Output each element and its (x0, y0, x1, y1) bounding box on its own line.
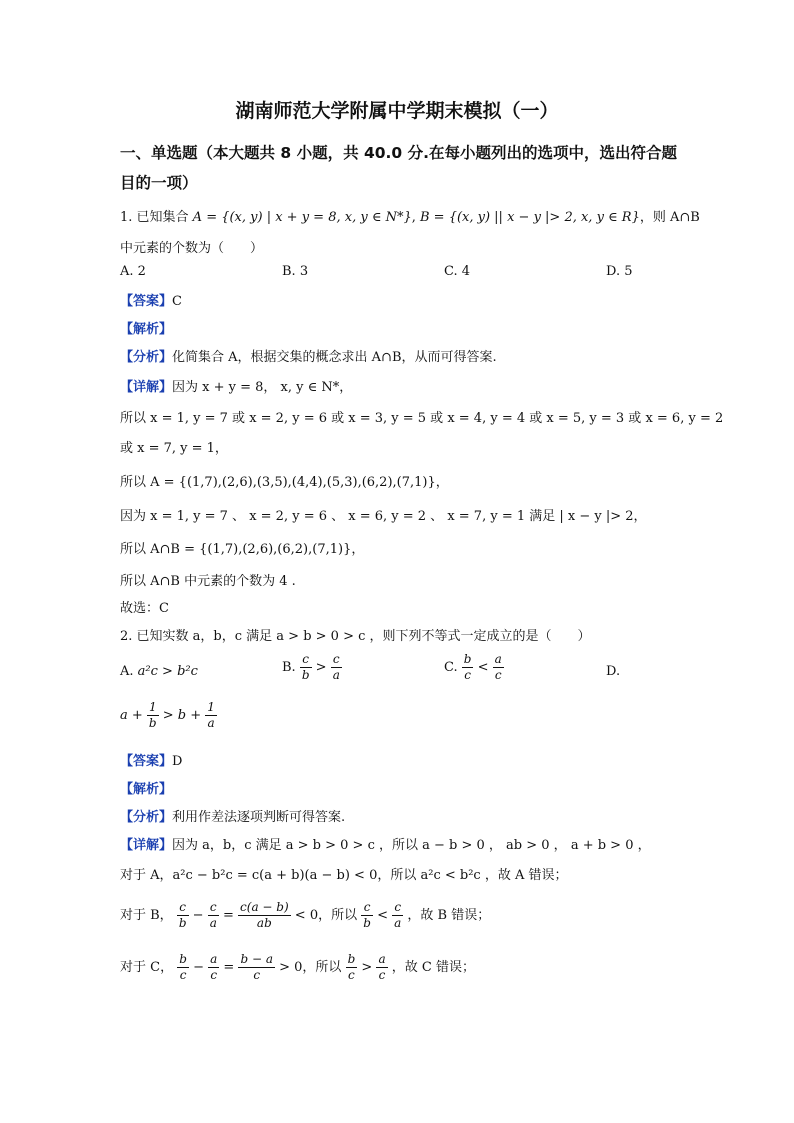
q2-detail-line-2: 对于 A，a²c − b²c = c(a + b)(a − b) < 0，所以 a²c < b²c ，故 A 错误； (120, 868, 568, 883)
q2-detail-option-c (120, 952, 475, 983)
q2-option-d-frac-2 (205, 700, 217, 731)
q2-option-c-frac-2 (493, 652, 504, 683)
q2-option-a-expr: a²c > b²c (137, 664, 198, 679)
numerator: c (331, 652, 342, 668)
numerator: b − a (240, 952, 273, 966)
q1-fenxi-tag: 【分析】 (120, 350, 173, 365)
q2-answer-tag: 【答案】 (120, 754, 173, 769)
q2-c-tail-1: > 0，所以 (279, 960, 342, 975)
q2-option-b-frac-1 (300, 652, 312, 683)
denominator: c (348, 968, 355, 982)
q1-detail-1: 因为 x + y = 8， x, y ∈ N*， (172, 380, 353, 395)
q1-answer: C (172, 294, 182, 309)
numerator: c (208, 900, 219, 916)
numerator: c (361, 900, 373, 916)
q1-stem-prefix: 1. 已知集合 (120, 210, 193, 225)
q1-sep: , (411, 210, 420, 225)
q1-option-a: A. 2 (120, 264, 146, 279)
q2-b-prefix: 对于 B， (120, 908, 173, 923)
q1-fenxi: 化简集合 A，根据交集的概念求出 A∩B，从而可得答案. (172, 350, 497, 365)
q2-c-frac-3 (238, 952, 275, 983)
q1-option-c: C. 4 (444, 264, 471, 279)
q2-c-tail-2: ，故 C 错误； (391, 960, 475, 975)
q2-b-frac-5 (392, 900, 403, 931)
numerator: b (179, 952, 187, 966)
numerator: a (494, 652, 502, 666)
q2-c-frac-4 (346, 952, 358, 983)
q2-option-a-label: A. (120, 664, 134, 679)
q1-detail-line-3: 或 x = 7, y = 1， (120, 441, 228, 456)
numerator: a (378, 952, 386, 966)
denominator: c (210, 968, 218, 982)
q1-option-d: D. 5 (606, 264, 633, 279)
q2-b-frac-2 (208, 900, 219, 931)
q2-b-tail-2: ，故 B 错误； (407, 908, 491, 923)
denominator: a (394, 916, 402, 930)
q2-b-equals: = (223, 908, 234, 923)
q2-fenxi-line (120, 806, 345, 825)
denominator: c (378, 968, 386, 982)
q2-detail-option-b (120, 900, 490, 931)
q1-analysis-line (120, 318, 172, 337)
q2-option-b-frac-2 (331, 652, 342, 683)
denominator: a (207, 716, 215, 730)
denominator: a (209, 916, 217, 930)
denominator: ab (256, 916, 272, 930)
q2-option-a (120, 664, 198, 679)
numerator: 1 (147, 700, 159, 716)
q2-c-frac-2 (208, 952, 219, 983)
q2-c-prefix: 对于 C， (120, 960, 174, 975)
q2-c-minus: − (193, 960, 204, 975)
q1-stem-line2: 中元素的个数为（ ） (120, 241, 264, 256)
q2-option-c (444, 652, 504, 683)
denominator: b (178, 916, 187, 930)
q2-option-c-relation: < (477, 660, 489, 675)
q1-set-a: A = {(x, y) | x + y = 8, x, y ∈ N*} (192, 210, 412, 225)
q1-analysis-tag: 【解析】 (120, 322, 173, 337)
q2-b-less: < (377, 908, 388, 923)
q2-b-tail-1: < 0，所以 (294, 908, 358, 923)
q2-option-c-frac-1 (462, 652, 474, 683)
q1-detail-line-2: 所以 x = 1, y = 7 或 x = 2, y = 6 或 x = 3, y = 5 或 x = 4, y = 4 或 x = 5, y = 3 或 x = 6, y = 2 (120, 411, 724, 426)
denominator: c (494, 668, 502, 682)
q2-c-frac-1 (177, 952, 189, 983)
denominator: c (253, 968, 261, 982)
q2-b-frac-4 (361, 900, 373, 931)
q2-analysis-tag: 【解析】 (120, 782, 173, 797)
denominator: a (332, 668, 340, 682)
q2-option-d-part-1: a + (120, 708, 143, 723)
q2-b-minus: − (192, 908, 204, 923)
q1-set-b: B = {(x, y) || x − y |> 2, x, y ∈ R} (419, 210, 640, 225)
q1-answer-tag: 【答案】 (120, 294, 173, 309)
q2-analysis-line (120, 778, 172, 797)
numerator: c (392, 900, 403, 916)
q1-answer-line (120, 290, 182, 309)
q1-stem (120, 206, 700, 225)
denominator: b (148, 716, 157, 730)
denominator: c (179, 968, 187, 982)
q1-detail-line-5: 因为 x = 1, y = 7 、 x = 2, y = 6 、 x = 6, y = 2 、 x = 7, y = 1 满足 | x − y |> 2， (120, 509, 647, 524)
q1-detail-line-1 (120, 376, 352, 395)
q1-detail-line-4: 所以 A = {(1,7),(2,6),(3,5),(4,4),(5,3),(6,2),(7,1)}， (120, 475, 449, 490)
q2-b-frac-3 (238, 900, 291, 931)
q2-c-equals: = (223, 960, 235, 975)
numerator: b (463, 652, 472, 666)
q2-fenxi-tag: 【分析】 (120, 810, 173, 825)
numerator: c(a − b) (240, 900, 289, 914)
denominator: c (464, 668, 471, 682)
q1-option-b: B. 3 (282, 264, 309, 279)
q2-option-c-label: C. (444, 660, 458, 675)
q2-option-b-relation: > (315, 660, 327, 675)
q2-detail-line-1 (120, 834, 651, 853)
q2-option-d-label: D. (606, 664, 621, 679)
q2-option-b-label: B. (282, 660, 296, 675)
section-heading: 一、单选题（本大题共 8 小题，共 40.0 分.在每小题列出的选项中，选出符合题目的一项） (120, 144, 678, 192)
q1-detail-line-6: 所以 A∩B = {(1,7),(2,6),(6,2),(7,1)}， (120, 542, 365, 557)
q2-c-frac-5 (376, 952, 387, 983)
q1-stem-suffix: ，则 A∩B (639, 210, 700, 225)
q2-fenxi: 利用作差法逐项判断可得答案. (172, 810, 346, 825)
q2-option-d-part-2: > b + (162, 708, 202, 723)
denominator: b (301, 668, 310, 682)
q2-option-d-frac-1 (147, 700, 159, 731)
q2-b-frac-1 (177, 900, 189, 931)
numerator: b (347, 952, 356, 966)
numerator: a (210, 952, 218, 966)
numerator: c (300, 652, 312, 668)
q2-option-b (282, 652, 342, 683)
q1-detail-line-7: 所以 A∩B 中元素的个数为 4 . (120, 574, 296, 589)
q1-conclusion: 故选：C (120, 601, 169, 616)
q1-fenxi-line (120, 346, 497, 365)
q2-answer-line (120, 750, 182, 769)
q2-option-d (120, 700, 217, 731)
page-title: 湖南师范大学附属中学期末模拟（一） (235, 100, 559, 122)
q2-answer: D (172, 754, 183, 769)
q2-stem: 2. 已知实数 a，b，c 满足 a > b > 0 > c ，则下列不等式一定成立的是（ ） (120, 629, 591, 644)
q2-c-greater: > (361, 960, 373, 975)
numerator: c (177, 900, 189, 916)
q2-detail-1: 因为 a，b，c 满足 a > b > 0 > c ，所以 a − b > 0 ， ab > 0 ， a + b > 0 ， (172, 838, 651, 853)
numerator: 1 (207, 700, 215, 714)
q1-detail-tag: 【详解】 (120, 380, 173, 395)
q2-detail-tag: 【详解】 (120, 838, 173, 853)
denominator: b (363, 916, 371, 930)
